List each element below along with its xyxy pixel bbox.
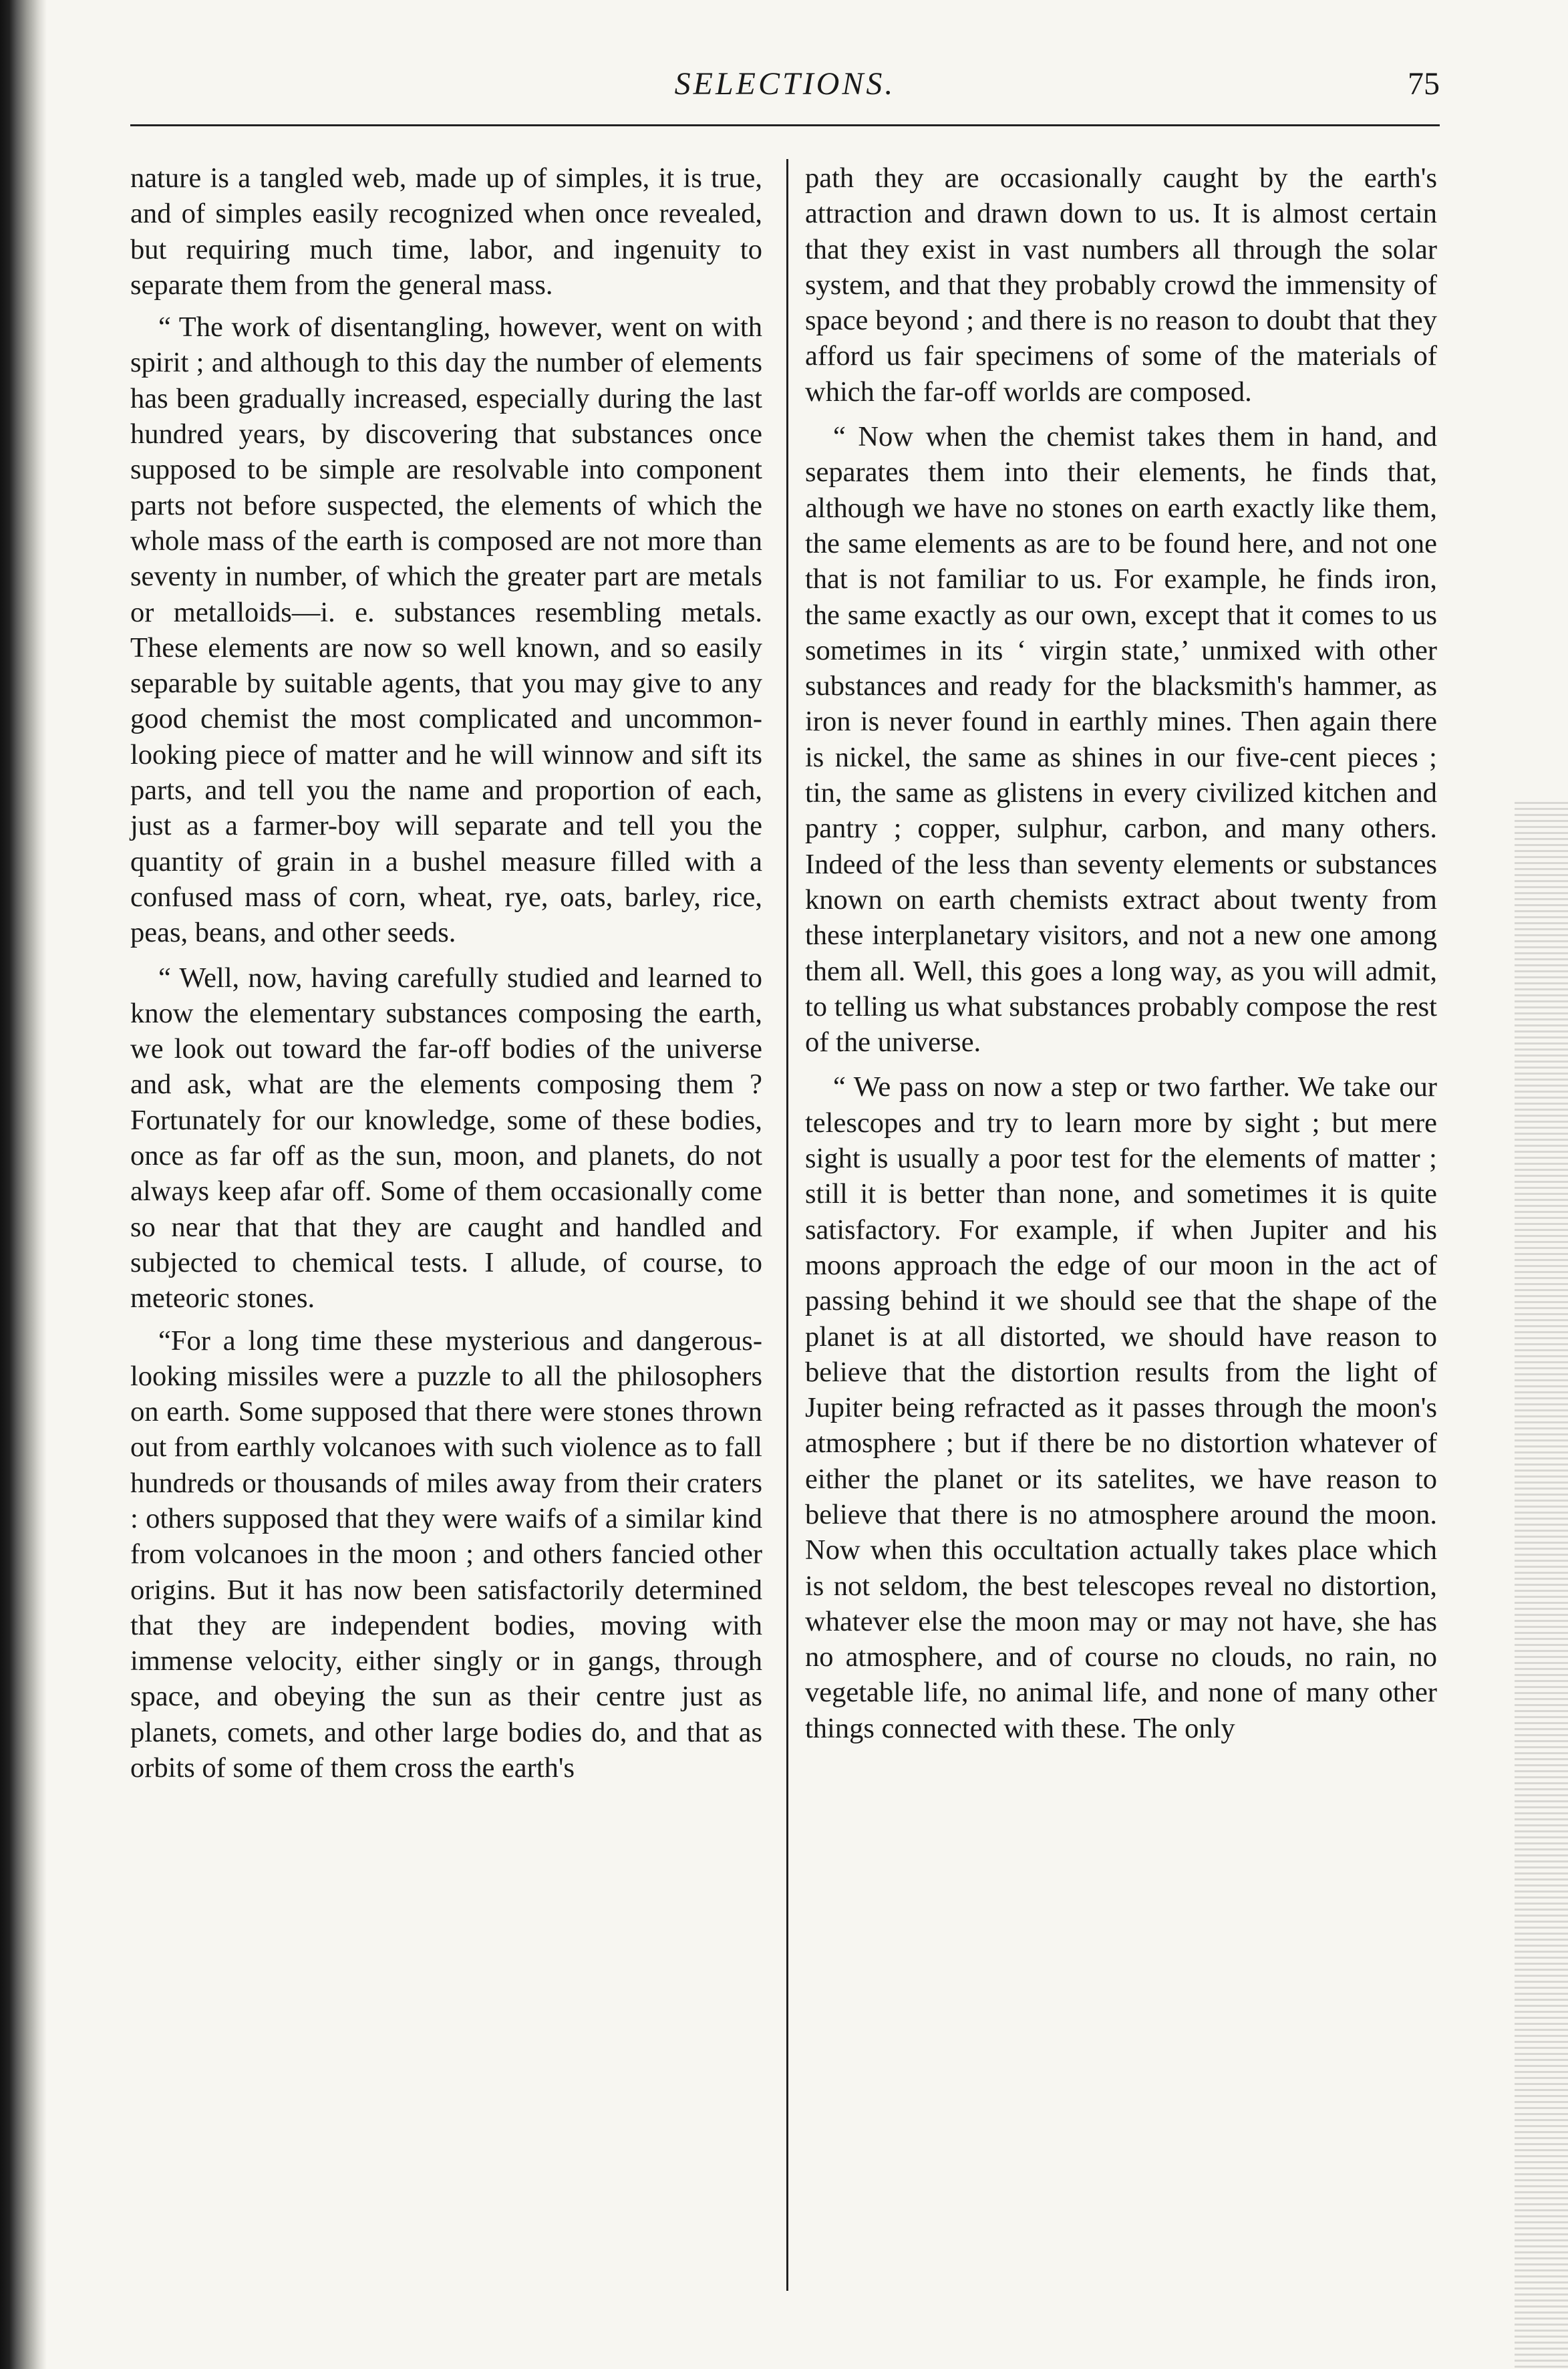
paragraph: “ Now when the chemist takes them in hand, and separates them into their elements, he finds that, although we have no stones on earth exactly like them, the same elements as are to be found here, and not one that is not familiar to us. For example, he finds iron, the same exactly as our own, except that it comes to us sometimes in its ‘ virgin state,’ unmixed with other substances and ready for the blacksmith's hammer, as iron is never found in earthly mines. Then again there is nickel, the same as shines in our five-cent pieces ; tin, the same as glistens in every civilized kitchen and pantry ; copper, sulphur, carbon, and many others. Indeed of the less than seventy elements or substances known on earth chemists extract about twenty from these interplanetary visitors, and not a new one among them all. Well, this goes a long way, as you will admit, to telling us what substances probably compose the rest of the universe. xyxy=(805,421,1437,1059)
page-header xyxy=(130,60,1440,134)
column-divider xyxy=(786,159,788,2291)
header-rule xyxy=(130,124,1440,126)
page-edge-texture xyxy=(1515,802,1568,2369)
paragraph: “ We pass on now a step or two farther. We take our telescopes and try to learn more by sight ; but mere sight is usually a poor test for the elements of matter ; still it is better than none, and sometimes it is quite satisfactory. For example, if when Jupiter and his moons approach the edge of our moon in the act of passing behind it we should see that the shape of the planet is at all distorted, we should have reason to believe that the distortion results from the light of Jupiter being refracted as it passes through the moon's atmosphere ; but if there be no distortion whatever of either the planet or its satelites, we have reason to believe that there is no atmosphere around the moon. Now when this occultation actually takes place which is not seldom, the best telescopes reveal no distortion, whatever else the moon may or may not have, she has no atmosphere, and of course no clouds, no rain, no vegetable life, no animal life, and none of many other things connected with these. The only xyxy=(805,1071,1437,1744)
paragraph: path they are occasionally caught by the earth's attraction and drawn down to us. It is almost certain that they exist in vast numbers all through the solar system, and that they probably crowd the immensity of space beyond ; and there is no reason to doubt that they afford us fair specimens of some of the materials of which the far-off worlds are composed. xyxy=(805,162,1437,408)
paragraph: “ The work of disentangling, however, went on with spirit ; and although to this day the number of elements has been gradually increased, especially during the last hundred years, by discovering that substances once supposed to be simple are resolvable into component parts not before suspected, the elements of which the whole mass of the earth is composed are not more than seventy in number, of which the greater part are metals or metalloids—i. e. substances resembling metals. These elements are now so well known, and so easily separable by suitable agents, that you may give to any good chemist the most complicated and uncommon-looking piece of matter and he will winnow and sift its parts, and tell you the name and proportion of each, just as a farmer-boy will separate and tell you the quantity of grain in a bushel measure filled with a confused mass of corn, wheat, rye, oats, barley, rice, peas, beans, and other seeds. xyxy=(130,311,762,949)
left-column xyxy=(130,160,762,1792)
right-column xyxy=(805,160,1437,1753)
paragraph: “ Well, now, having carefully studied and learned to know the elementary substances composing the earth, we look out toward the far-off bodies of the universe and ask, what are the elements composing them ? Fortunately for our knowledge, some of these bodies, once as far off as the sun, moon, and planets, do not always keep afar off. Some of them occasionally come so near that that they are caught and handled and subjected to chemical tests. I allude, of course, to meteoric stones. xyxy=(130,962,762,1314)
running-head: SELECTIONS. xyxy=(674,66,896,102)
paragraph: nature is a tangled web, made up of simples, it is true, and of simples easily recognized when once revealed, but requiring much time, labor, and ingenuity to separate them from the general mass. xyxy=(130,162,762,301)
page-binding-shadow xyxy=(0,0,47,2369)
page-number: 75 xyxy=(1408,66,1440,102)
paragraph: “For a long time these mysterious and dangerous-looking missiles were a puzzle to all the philosophers on earth. Some supposed that there were stones thrown out from earthly volcanoes with such violence as to fall hundreds or thousands of miles away from their craters : others supposed that they were waifs of a similar kind from volcanoes in the moon ; and others fancied other origins. But it has now been satisfactorily determined that they are independent bodies, moving with immense velocity, either singly or in gangs, through space, and obeying the sun as their centre just as planets, comets, and other large bodies do, and that as orbits of some of them cross the earth's xyxy=(130,1325,762,1784)
